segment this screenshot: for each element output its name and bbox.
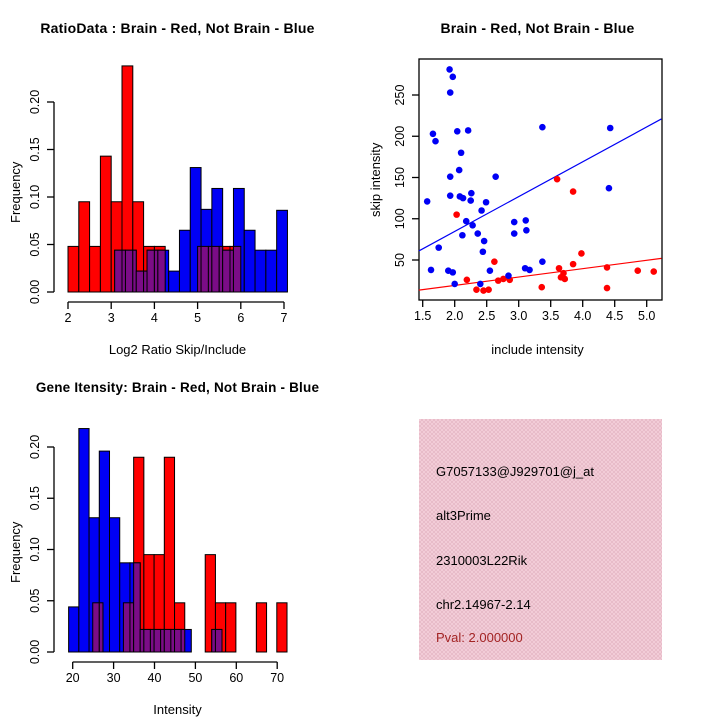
data-point-blue [511,219,518,226]
y-tick-label: 100 [393,208,407,230]
histogram-bar-blue [110,518,120,652]
histogram-overlap-bar [164,629,171,652]
y-tick-label: 0.15 [28,486,42,511]
data-point-blue [492,173,499,180]
x-axis-label: Intensity [153,702,202,717]
histogram-bar-blue [266,250,277,292]
x-tick-label: 2.5 [478,309,496,323]
x-tick-label: 5 [194,311,202,325]
data-point-blue [606,185,613,192]
histogram-overlap-bar [233,246,240,292]
x-tick-label: 1.5 [414,309,432,323]
data-point-blue [432,138,439,145]
y-axis-label: Frequency [8,521,23,583]
info-line-pval: Pval: 2.000000 [436,630,523,645]
data-point-red [556,265,563,272]
histogram-bar-red [68,246,79,292]
x-tick-label: 40 [147,671,162,685]
data-point-red [561,276,568,283]
data-point-red [604,285,611,292]
intensity-scatter-plot [360,0,720,360]
histogram-overlap-bar [150,629,154,652]
histogram-overlap-bar [175,629,182,652]
data-point-red [491,258,498,265]
y-tick-label: 150 [393,167,407,188]
panel-intensity-scatter [360,0,720,360]
data-point-red [604,264,611,271]
chart-title: Brain - Red, Not Brain - Blue [440,20,635,36]
data-point-red [473,286,480,293]
ratio-histogram-plot [0,0,360,360]
data-point-blue [447,192,454,199]
data-point-blue [523,227,530,234]
histogram-overlap-bar [93,603,100,652]
y-axis-label: Frequency [8,161,23,223]
trend-line-blue [419,119,662,251]
x-tick-label: 4.0 [574,309,592,323]
histogram-bar-red [226,603,236,652]
chart-title: Gene Itensity: Brain - Red, Not Brain - Blue [35,380,320,395]
histogram-overlap-bar [230,250,233,292]
histogram-overlap-bar [115,250,122,292]
data-point-blue [446,66,453,73]
data-point-blue [478,207,485,214]
chart-title: RatioData : Brain - Red, Not Brain - Blue [40,20,315,36]
data-point-blue [468,190,475,197]
data-point-blue [522,217,529,224]
data-point-blue [474,230,481,237]
data-point-blue [481,238,488,245]
data-point-blue [430,130,437,137]
data-point-blue [449,269,456,276]
y-tick-label: 50 [393,253,407,267]
data-point-blue [449,74,456,81]
histogram-overlap-bar [219,246,222,292]
data-point-red [485,286,492,293]
histogram-bar-red [100,156,111,292]
panel-gene-histogram [0,360,360,720]
histogram-overlap-bar [123,603,130,652]
y-tick-label: 0.00 [28,279,42,305]
data-point-blue [539,258,546,265]
histogram-bar-blue [169,271,180,292]
data-point-blue [451,281,458,288]
x-tick-label: 7 [280,311,288,325]
y-axis-label: skip intensity [368,142,383,218]
histogram-bar-blue [277,210,288,292]
x-tick-label: 6 [237,311,245,325]
histogram-overlap-bar [147,250,154,292]
histogram-overlap-bar [136,271,143,292]
x-tick-label: 3.5 [542,309,560,323]
x-tick-label: 4 [150,311,158,325]
data-point-blue [511,230,518,237]
data-point-red [650,268,657,275]
data-point-blue [465,127,472,134]
y-tick-label: 0.05 [28,232,42,257]
x-tick-label: 60 [229,671,244,685]
histogram-overlap-bar [223,250,230,292]
histogram-overlap-bar [161,629,165,652]
histogram-bar-red [277,603,287,652]
y-tick-label: 250 [393,84,407,106]
histogram-bar-red [256,603,266,652]
data-point-blue [428,267,435,274]
info-line-gene-name: 2310003L22Rik [436,553,528,568]
data-point-red [570,188,577,195]
info-line-event-type: alt3Prime [436,508,491,523]
histogram-bar-blue [79,429,89,652]
histogram-bar-blue [255,250,266,292]
x-tick-label: 30 [106,671,121,685]
histogram-bar-red [79,202,90,292]
data-point-blue [460,195,467,202]
histogram-overlap-bar [130,603,134,652]
histogram-overlap-bar [140,629,144,652]
histogram-bar-blue [69,607,79,652]
data-point-red [578,250,585,257]
histogram-bar-blue [179,230,190,292]
histogram-overlap-bar [154,629,161,652]
x-tick-label: 4.5 [606,309,624,323]
histogram-overlap-bar [154,250,157,292]
data-point-blue [505,272,512,279]
info-card [419,419,662,660]
data-point-blue [526,267,533,274]
data-point-blue [477,281,484,288]
data-point-red [464,277,471,284]
histogram-overlap-bar [208,246,211,292]
x-tick-label: 3 [107,311,115,325]
data-point-blue [459,232,466,239]
x-tick-label: 2.0 [446,309,464,323]
y-tick-label: 0.05 [28,588,42,613]
data-point-red [453,211,460,218]
histogram-overlap-bar [134,563,141,652]
histogram-bar-red [90,246,101,292]
data-point-blue [447,173,454,180]
y-tick-label: 0.20 [28,89,42,115]
data-point-blue [483,199,490,206]
panel-info-card [360,360,720,720]
histogram-overlap-bar [99,603,103,652]
histogram-overlap-bar [133,250,136,292]
histogram-overlap-bar [125,250,132,292]
data-point-red [554,176,561,183]
x-tick-label: 20 [65,671,80,685]
histogram-overlap-bar [171,629,175,652]
histogram-overlap-bar [122,250,125,292]
histogram-overlap-bar [144,629,151,652]
histogram-overlap-bar [215,629,222,652]
histogram-overlap-bar [212,246,219,292]
data-point-blue [480,248,487,255]
data-point-blue [487,267,494,274]
x-tick-label: 50 [188,671,203,685]
x-axis-label: include intensity [491,342,584,357]
info-line-location: chr2.14967-2.14 [436,597,531,612]
data-point-blue [467,197,474,204]
x-tick-label: 5.0 [638,309,656,323]
x-tick-label: 2 [64,311,72,325]
data-point-red [634,267,641,274]
data-point-blue [454,128,461,135]
data-point-blue [447,89,454,96]
data-point-red [570,261,577,268]
y-tick-label: 0.00 [28,639,42,665]
y-tick-label: 0.20 [28,434,42,460]
data-point-blue [539,124,546,131]
histogram-overlap-bar [198,246,201,292]
histogram-bar-red [164,457,174,652]
histogram-overlap-bar [144,271,147,292]
y-tick-label: 0.15 [28,137,42,162]
x-axis-label: Log2 Ratio Skip/Include [108,342,247,357]
gene-histogram-plot [0,360,360,720]
histogram-overlap-bar [201,246,208,292]
data-point-blue [469,222,476,229]
data-point-blue [607,125,614,132]
histogram-overlap-bar [158,250,165,292]
y-tick-label: 0.10 [28,184,42,210]
y-tick-label: 200 [393,125,407,147]
histogram-overlap-bar [212,629,216,652]
data-point-red [538,284,545,291]
data-point-blue [463,218,470,225]
histogram-overlap-bar [181,629,185,652]
histogram-bar-blue [244,230,255,292]
data-point-blue [456,167,463,174]
x-tick-label: 70 [270,671,285,685]
data-point-blue [435,244,442,251]
info-line-probe-id: G7057133@J929701@j_at [436,464,594,479]
x-tick-label: 3.0 [510,309,528,323]
data-point-blue [458,149,465,156]
y-tick-label: 0.10 [28,537,42,562]
data-point-blue [424,198,431,205]
panel-ratio-histogram [0,0,360,360]
